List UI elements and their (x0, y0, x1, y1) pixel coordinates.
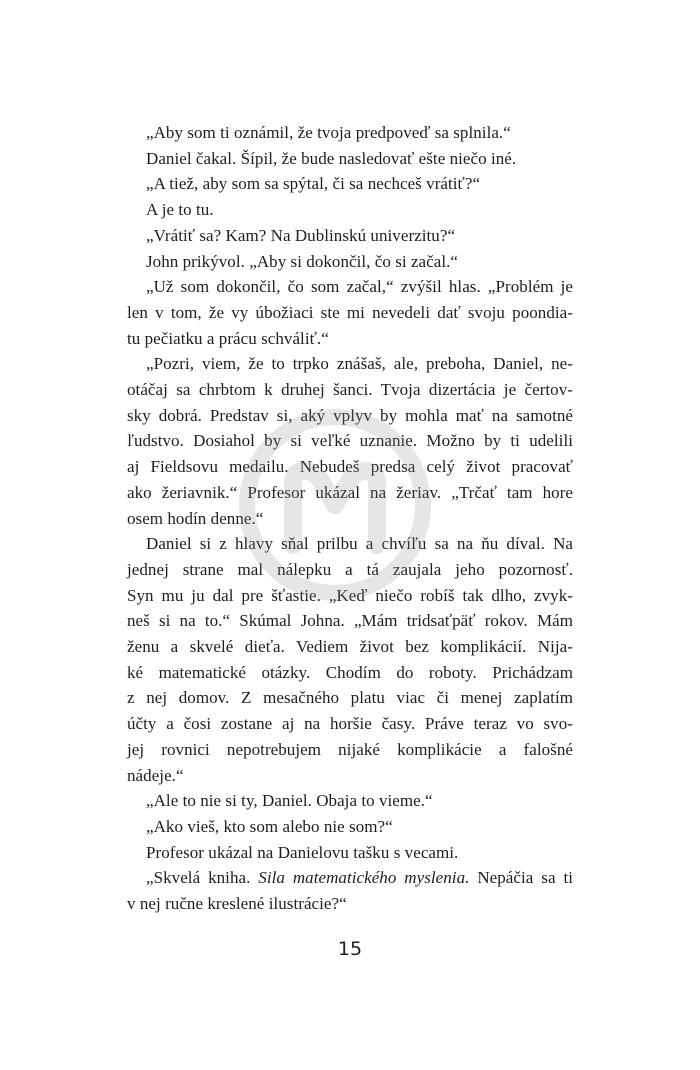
paragraph (127, 531, 573, 788)
text-line: ké matematické otázky. Chodím do roboty. Prichádzam (127, 662, 573, 682)
text-run: „Skvelá kniha. (146, 868, 259, 888)
text-line: aj Fieldsovu medailu. Nebudeš predsa celý život pracovať (127, 457, 573, 477)
paragraph (127, 274, 573, 351)
text-line: ako žeriavnik.“ Profesor ukázal na žeriav. „Trčať tam hore (127, 482, 573, 502)
text-line: „A tiež, aby som sa spýtal, či sa nechceš vrátiť?“ (146, 174, 481, 194)
paragraph (127, 814, 573, 840)
text-line: „Ako vieš, kto som alebo nie som?“ (146, 816, 393, 836)
paragraph (127, 865, 573, 916)
text-line (127, 865, 573, 891)
paragraph (127, 120, 573, 146)
book-title: Sila matematického myslenia. (258, 868, 470, 888)
paragraph (127, 788, 573, 814)
text-line: „Ale to nie si ty, Daniel. Obaja to vieme.“ (146, 791, 433, 811)
text-line: jednej strane mal nálepku a tá zaujala jeho pozornosť. (127, 559, 573, 579)
paragraph (127, 249, 573, 275)
text-line: sky dobrá. Predstav si, aký vplyv by mohla mať na samotné (127, 405, 573, 425)
text-line: „Už som dokončil, čo som začal,“ zvýšil hlas. „Problém je (146, 277, 573, 297)
text-line: „Pozri, viem, že to trpko znášaš, ale, preboha, Daniel, ne- (146, 354, 573, 374)
paragraph (127, 171, 573, 197)
text-line: „Vrátiť sa? Kam? Na Dublinskú univerzitu?“ (146, 225, 456, 245)
text-line: z nej domov. Z mesačného platu viac či menej zaplatím (127, 688, 573, 708)
text-line: jej rovnici nepotrebujem nijaké komplikácie a falošné (127, 739, 573, 759)
text-line: nádeje.“ (127, 765, 184, 785)
text-line: Daniel si z hlavy sňal prilbu a chvíľu sa na ňu díval. Na (146, 534, 573, 554)
paragraph (127, 840, 573, 866)
text-line: Syn mu ju dal pre šťastie. „Keď niečo robíš tak dlho, zvyk- (127, 585, 573, 605)
page-number: 15 (337, 938, 363, 960)
text-line: ľudstvo. Dosiahol by si veľké uznanie. Možno by ti udelili (127, 431, 573, 451)
text-line: ženu a skvelé dieťa. Vediem život bez komplikácií. Nija- (127, 637, 573, 657)
text-line: A je to tu. (146, 200, 214, 220)
text-line: John prikývol. „Aby si dokončil, čo si začal.“ (146, 251, 459, 271)
text-line: účty a čosi zostane aj na horšie časy. Práve teraz vo svo- (127, 714, 573, 734)
text-line: osem hodín denne.“ (127, 508, 264, 528)
text-line: Profesor ukázal na Danielovu tašku s vecami. (146, 842, 459, 862)
text-line: len v tom, že vy úbožiaci ste mi nevedeli dať svoju poondia- (127, 302, 573, 322)
text-line: otáčaj sa chrbtom k druhej šanci. Tvoja dizertácia je čertov- (127, 380, 573, 400)
paragraph (127, 197, 573, 223)
page-body-text (127, 120, 573, 917)
text-run: Nepáčia sa ti (469, 868, 573, 888)
paragraph (127, 351, 573, 531)
text-line: v nej ručne kreslené ilustrácie?“ (127, 894, 347, 914)
text-line: neš si na to.“ Skúmal Johna. „Mám tridsaťpäť rokov. Mám (127, 611, 573, 631)
text-line: „Aby som ti oznámil, že tvoja predpoveď sa splnila.“ (146, 123, 511, 142)
paragraph (127, 146, 573, 172)
text-line: tu pečiatku a prácu schváliť.“ (127, 328, 329, 348)
text-line: Daniel čakal. Šípil, že bude nasledovať ešte niečo iné. (146, 148, 517, 168)
paragraph (127, 223, 573, 249)
